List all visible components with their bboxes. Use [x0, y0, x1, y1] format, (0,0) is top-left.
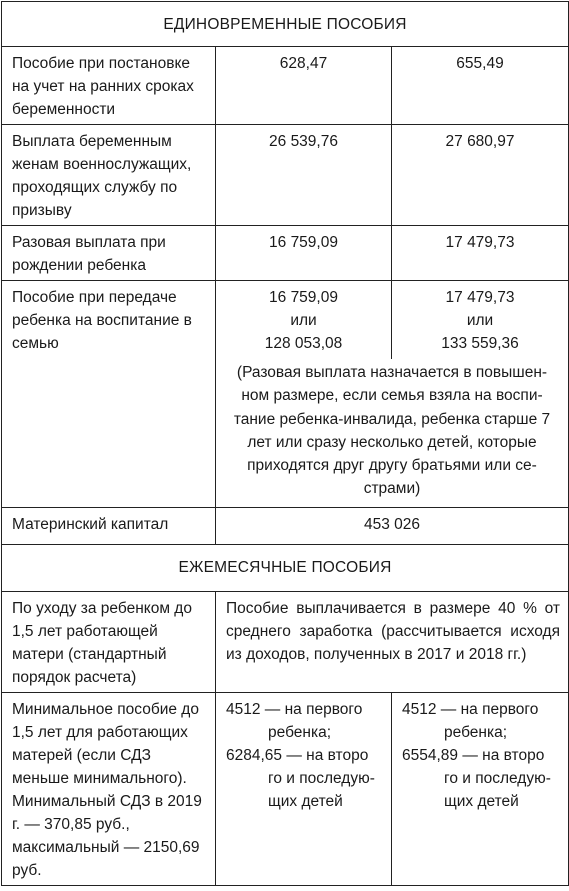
value-cell: 628,47 [216, 47, 392, 125]
value-line: ребенка; [444, 723, 507, 741]
value-line: го и последующих детей [268, 769, 375, 810]
value-line: 6284,65 — на второ [226, 746, 369, 764]
table-row [2, 281, 569, 360]
table-row [2, 125, 569, 226]
note-text: (Разовая выплата назначается в повышенном размере, если семья взяла на воспитание ребенка-инвалида, ребенка старше 7 лет или сразу несколько детей, которые приходятся друг другу братьями или сестрами) [216, 359, 569, 507]
row-label: Разовая выплата при рождении ребенка [2, 226, 216, 281]
value-cell: 26 539,76 [216, 125, 392, 226]
value-cell: 655,49 [392, 47, 569, 125]
value-cell: 453 026 [216, 507, 569, 544]
value-cell: 17 479,73 [392, 226, 569, 281]
value-cell [392, 281, 569, 360]
value-line: го и последующих детей [444, 769, 551, 810]
table-row [2, 47, 569, 125]
value-cell [216, 692, 392, 885]
value-cell: 16 759,09 [216, 226, 392, 281]
section-header-one-time [2, 2, 569, 47]
table-row [2, 507, 569, 544]
value-cell [216, 281, 392, 360]
row-label: Выплата беременным женам военнослужащих, проходящих службу по призыву [2, 125, 216, 226]
value-line: 6554,89 — на второ [402, 746, 545, 764]
value-cell: 27 680,97 [392, 125, 569, 226]
row-label: Минимальное пособие до 1,5 лет для работающих матерей (если СДЗ меньше минимального). Минимальный СДЗ в 2019 г. — 370,85 руб., максимальный — 2150,69 руб. [2, 692, 216, 885]
value-line: или [290, 312, 317, 329]
benefits-table [1, 1, 569, 886]
row-label: Пособие при постановке на учет на ранних сроках беременности [2, 47, 216, 125]
row-label: Материнский капитал [2, 507, 216, 544]
value-cell: Пособие выплачивается в размере 40 % от среднего заработка (рассчитывается исходя из доходов, полученных в 2017 и 2018 гг.) [216, 591, 569, 692]
value-line: 128 053,08 [264, 335, 343, 352]
section-title-monthly: ЕЖЕМЕСЯЧНЫЕ ПОСОБИЯ [2, 544, 569, 591]
value-line: или [466, 312, 494, 329]
row-label: Пособие при передаче ребенка на воспитание в семью [2, 281, 216, 508]
value-cell [392, 692, 569, 885]
row-label: По уходу за ребенком до 1,5 лет работающей матери (стандартный порядок расчета) [2, 591, 216, 692]
table-row [2, 591, 569, 692]
value-line: 17 479,73 [445, 289, 515, 306]
value-line: 4512 — на первого [226, 700, 363, 718]
value-line: 16 759,09 [269, 289, 338, 306]
value-line: 133 559,36 [441, 335, 519, 352]
table-row [2, 226, 569, 281]
value-line: 4512 — на первого [402, 700, 539, 718]
section-header-monthly [2, 544, 569, 591]
value-line: ребенка; [268, 723, 331, 741]
table-row [2, 692, 569, 885]
section-title-one-time: ЕДИНОВРЕМЕННЫЕ ПОСОБИЯ [2, 2, 569, 47]
